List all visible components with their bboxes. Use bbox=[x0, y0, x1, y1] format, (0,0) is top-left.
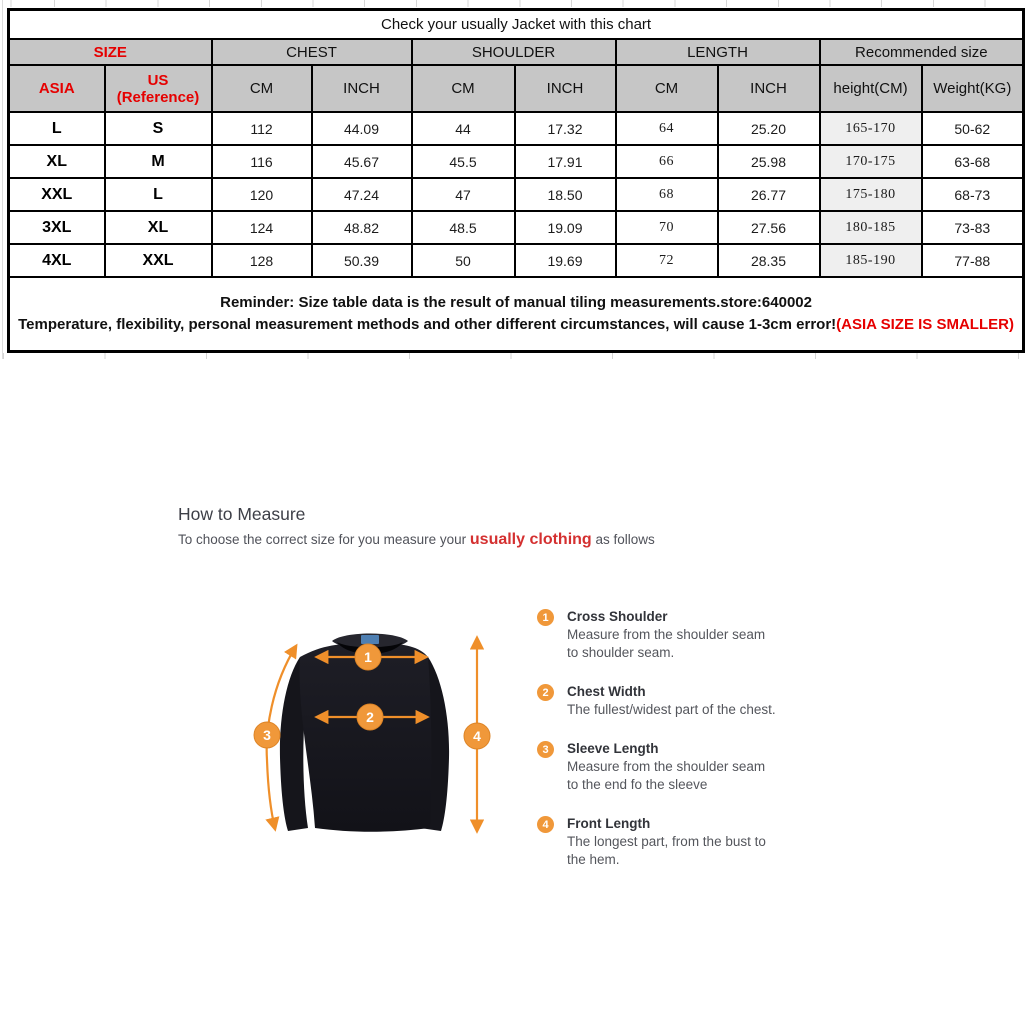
reminder-note bbox=[9, 277, 1024, 352]
step-badge: 2 bbox=[537, 684, 554, 701]
measure-step bbox=[537, 683, 787, 719]
step-desc: The longest part, from the bust to bbox=[567, 834, 766, 849]
cell-weight: 50-62 bbox=[922, 112, 1024, 145]
reminder-line2: Temperature, flexibility, personal measurement methods and other different circumstances, will cause 1-3cm error!(ASIA SIZE IS SMALLER) bbox=[18, 316, 1014, 333]
step-badge: 3 bbox=[537, 741, 554, 758]
col-header-chest-cm: CM bbox=[212, 65, 312, 112]
collar-label bbox=[361, 635, 379, 644]
cell-length-inch: 25.20 bbox=[718, 112, 820, 145]
cell-shoulder-inch: 18.50 bbox=[515, 178, 616, 211]
cell-asia: XXL bbox=[9, 178, 105, 211]
gridline-ticks-bottom bbox=[3, 353, 1023, 359]
cell-chest-cm: 120 bbox=[212, 178, 312, 211]
cell-height: 185-190 bbox=[820, 244, 922, 277]
cell-length-cm: 70 bbox=[616, 211, 718, 244]
cell-asia: L bbox=[9, 112, 105, 145]
cell-weight: 68-73 bbox=[922, 178, 1024, 211]
cell-length-inch: 25.98 bbox=[718, 145, 820, 178]
how-to-measure-title: How to Measure bbox=[178, 504, 306, 524]
cell-weight: 73-83 bbox=[922, 211, 1024, 244]
col-header-us-line1: US bbox=[147, 71, 169, 89]
diagram-badge-1 bbox=[355, 644, 381, 670]
step-desc: Measure from the shoulder seam bbox=[567, 627, 766, 642]
cell-length-inch: 27.56 bbox=[718, 211, 820, 244]
cell-asia: 3XL bbox=[9, 211, 105, 244]
svg-text:1: 1 bbox=[364, 649, 372, 665]
col-header-length-cm: CM bbox=[616, 65, 718, 112]
column-header-row bbox=[9, 65, 1024, 112]
cell-shoulder-cm: 45.5 bbox=[412, 145, 515, 178]
col-header-weight: Weight(KG) bbox=[922, 65, 1024, 112]
cell-us: XL bbox=[105, 211, 212, 244]
cell-length-inch: 28.35 bbox=[718, 244, 820, 277]
cell-us: M bbox=[105, 145, 212, 178]
gridline-ticks-top bbox=[0, 0, 1026, 7]
cell-length-cm: 68 bbox=[616, 178, 718, 211]
cell-chest-inch: 47.24 bbox=[312, 178, 412, 211]
cell-chest-inch: 44.09 bbox=[312, 112, 412, 145]
cell-shoulder-inch: 19.09 bbox=[515, 211, 616, 244]
measure-step bbox=[537, 608, 787, 662]
measure-step bbox=[537, 815, 787, 869]
col-header-us-line2: (Reference) bbox=[116, 88, 200, 106]
col-header-shoulder-cm: CM bbox=[412, 65, 515, 112]
col-header-asia: ASIA bbox=[9, 65, 105, 112]
table-row bbox=[9, 244, 1024, 277]
svg-text:4: 4 bbox=[473, 728, 481, 744]
cell-shoulder-inch: 17.91 bbox=[515, 145, 616, 178]
group-header-chest: CHEST bbox=[212, 39, 412, 65]
table-title: Check your usually Jacket with this chart bbox=[9, 10, 1024, 40]
cell-weight: 63-68 bbox=[922, 145, 1024, 178]
cell-us: XXL bbox=[105, 244, 212, 277]
measure-diagram bbox=[240, 600, 520, 892]
step-desc: Measure from the shoulder seam bbox=[567, 759, 766, 774]
col-header-length-inch: INCH bbox=[718, 65, 820, 112]
svg-text:2: 2 bbox=[366, 709, 374, 725]
diagram-badge-4 bbox=[464, 723, 490, 749]
cell-length-cm: 66 bbox=[616, 145, 718, 178]
table-row bbox=[9, 211, 1024, 244]
cell-chest-cm: 128 bbox=[212, 244, 312, 277]
cell-height: 180-185 bbox=[820, 211, 922, 244]
reminder-row bbox=[9, 277, 1024, 352]
step-title: Cross Shoulder bbox=[567, 609, 668, 624]
cell-length-cm: 72 bbox=[616, 244, 718, 277]
step-desc: the hem. bbox=[567, 852, 620, 867]
table-row bbox=[9, 178, 1024, 211]
cell-shoulder-inch: 19.69 bbox=[515, 244, 616, 277]
cell-shoulder-cm: 48.5 bbox=[412, 211, 515, 244]
group-header-shoulder: SHOULDER bbox=[412, 39, 616, 65]
col-header-us bbox=[105, 65, 212, 112]
cell-length-cm: 64 bbox=[616, 112, 718, 145]
cell-length-inch: 26.77 bbox=[718, 178, 820, 211]
cell-asia: 4XL bbox=[9, 244, 105, 277]
step-title: Sleeve Length bbox=[567, 741, 659, 756]
cell-us: S bbox=[105, 112, 212, 145]
cell-asia: XL bbox=[9, 145, 105, 178]
cell-shoulder-cm: 50 bbox=[412, 244, 515, 277]
table-title-row bbox=[9, 10, 1024, 40]
col-header-shoulder-inch: INCH bbox=[515, 65, 616, 112]
cell-chest-cm: 112 bbox=[212, 112, 312, 145]
cell-shoulder-cm: 47 bbox=[412, 178, 515, 211]
col-header-height: height(CM) bbox=[820, 65, 922, 112]
cell-shoulder-inch: 17.32 bbox=[515, 112, 616, 145]
step-badge: 4 bbox=[537, 816, 554, 833]
step-desc: to the end fo the sleeve bbox=[567, 777, 708, 792]
reminder-highlight: (ASIA SIZE IS SMALLER) bbox=[836, 316, 1014, 333]
cell-chest-cm: 116 bbox=[212, 145, 312, 178]
diagram-badge-2 bbox=[357, 704, 383, 730]
measure-steps bbox=[537, 608, 787, 890]
measure-step bbox=[537, 740, 787, 794]
cell-height: 175-180 bbox=[820, 178, 922, 211]
measure-subtitle: To choose the correct size for you measure your usually clothing as follows bbox=[178, 531, 655, 548]
step-desc: to shoulder seam. bbox=[567, 645, 675, 660]
step-title: Chest Width bbox=[567, 684, 646, 699]
step-title: Front Length bbox=[567, 816, 651, 831]
cell-height: 170-175 bbox=[820, 145, 922, 178]
col-header-chest-inch: INCH bbox=[312, 65, 412, 112]
cell-us: L bbox=[105, 178, 212, 211]
reminder-line1: Reminder: Size table data is the result of manual tiling measurements.store:640002 bbox=[220, 294, 812, 311]
group-header-length: LENGTH bbox=[616, 39, 820, 65]
size-table bbox=[7, 8, 1025, 353]
cell-height: 165-170 bbox=[820, 112, 922, 145]
sweater-body bbox=[300, 643, 432, 832]
group-header-size: SIZE bbox=[9, 39, 212, 65]
cell-shoulder-cm: 44 bbox=[412, 112, 515, 145]
cell-weight: 77-88 bbox=[922, 244, 1024, 277]
cell-chest-inch: 48.82 bbox=[312, 211, 412, 244]
cell-chest-inch: 50.39 bbox=[312, 244, 412, 277]
gridline-left bbox=[2, 0, 3, 359]
diagram-badge-3 bbox=[254, 722, 280, 748]
svg-text:3: 3 bbox=[263, 727, 271, 743]
cell-chest-inch: 45.67 bbox=[312, 145, 412, 178]
table-row bbox=[9, 145, 1024, 178]
cell-chest-cm: 124 bbox=[212, 211, 312, 244]
measure-subtitle-highlight: usually clothing bbox=[469, 531, 592, 548]
table-row bbox=[9, 112, 1024, 145]
group-header-recommended: Recommended size bbox=[820, 39, 1024, 65]
step-desc: The fullest/widest part of the chest. bbox=[567, 702, 776, 717]
group-header-row bbox=[9, 39, 1024, 65]
step-badge: 1 bbox=[537, 609, 554, 626]
